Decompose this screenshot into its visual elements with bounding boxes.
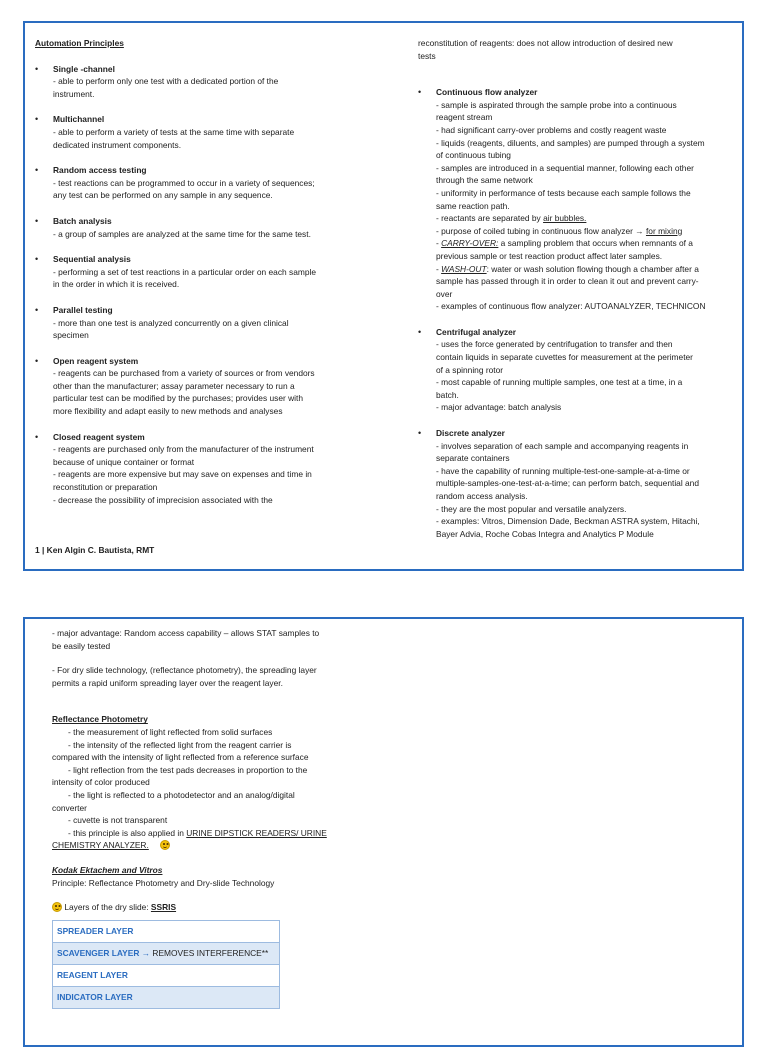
principles-list — [35, 63, 375, 507]
bullet-icon: • — [418, 326, 422, 337]
smiley-icon — [52, 902, 62, 912]
item-title: Random access testing — [53, 165, 147, 176]
bullet-icon: • — [35, 114, 39, 125]
item-title: Single -channel — [53, 63, 115, 74]
list-item: • Parallel testing - more than one test is analyzed concurrently on a given clinical specimen — [35, 304, 375, 342]
list-item-centrifugal: • Centrifugal analyzer - uses the force generated by centrifugation to transfer and then contain liquids in separate cuvettes for measurement at the perimeter of a spinning rotor - most capable of running multiple samples, one test at a time, in a batch. - major advantage: batch analysis — [418, 326, 693, 413]
item-title: Parallel testing — [53, 304, 113, 315]
list-item: • Closed reagent system - reagents are purchased only from the manufacturer of the instrument because of unique container or format - reagents are more expensive but may save on expenses and time in reconstitution or preparation - decrease the possibility of imprecision associated with the — [35, 431, 375, 507]
page-footer: 1 | Ken Algin C. Bautista, RMT — [35, 545, 155, 555]
reflectance-lines: - the measurement of light reflected from solid surfaces - the intensity of the reflected light from the reagent carrier is compared with the intensity of light reflected from a reference surface - light reflection from the test pads decreases in proportion to the intensity of color produced - the light is reflected to a photodetector and an analog/digital converter - cuvette is not transparent — [52, 726, 309, 826]
list-item: • Sequential analysis - performing a set of test reactions in a particular order on each sample in the order in which it is received. — [35, 253, 375, 291]
bullet-icon: • — [418, 87, 422, 98]
document-page-1 — [23, 21, 744, 571]
bullet-icon: • — [35, 355, 39, 366]
right-column — [418, 37, 736, 553]
advantage-text: - major advantage: Random access capability – allows STAT samples to be easily tested — [52, 628, 320, 651]
table-row: INDICATOR LAYER — [53, 986, 280, 1008]
item-title: Sequential analysis — [53, 254, 131, 265]
kodak-heading: Kodak Ektachem and Vitros — [52, 864, 163, 875]
table-row: SCAVENGER LAYER → REMOVES INTERFERENCE** — [53, 942, 280, 964]
list-item: • Batch analysis - a group of samples are analyzed at the same time for the same test. — [35, 215, 375, 240]
continuation-text: reconstitution of reagents: does not allow introduction of desired new tests — [418, 38, 673, 61]
page-2-column: - major advantage: Random access capability – allows STAT samples to be easily tested - For dry slide technology, (reflectance photometry), the spreading layer permits a rapid uniform spreading layer over the reagent layer. Reflectance Photometry - the measurement of light reflected from solid surfaces - the intensity of the reflected light from the reagent carrier is compared with the intensity of light reflected from a reference surface - light reflection from the test pads decreases in proportion to the intensity of color produced - the light is reflected to a photodetector and an analog/digital converter - cuvette is not transparent - this principle is also applied in URINE DIPSTICK READERS/ URINE CHEMISTRY ANALYZER. Kodak Ektachem and Vitros Principle: Reflectance Photometry and Dry-slide Technology Layers of the dry slide: SSRIS SPREADER LAYER SCAVENGER LAYER → REMOVES INTERFERENCE** REAGENT LAYER INDICATOR LAYER — [52, 627, 372, 1009]
item-title: Open reagent system — [53, 355, 139, 366]
list-item: • Single -channel - able to perform only one test with a dedicated portion of the instrument. — [35, 63, 375, 101]
table-row: REAGENT LAYER — [53, 964, 280, 986]
smiley-icon — [160, 840, 170, 850]
item-title: Batch analysis — [53, 215, 112, 226]
bullet-icon: • — [35, 165, 39, 176]
dry-slide-text: - For dry slide technology, (reflectance photometry), the spreading layer permits a rapid uniform spreading layer over the reagent layer. — [52, 665, 317, 688]
bullet-icon: • — [35, 254, 39, 265]
document-page-2 — [23, 617, 744, 1047]
principle-text: Principle: Reflectance Photometry and Dry-slide Technology — [52, 877, 275, 888]
bullet-icon: • — [418, 428, 422, 439]
layers-caption: Layers of the dry slide: SSRIS — [52, 901, 372, 914]
list-item: • Random access testing - test reactions can be programmed to occur in a variety of sequences; any test can be performed on any sample in any sequence. — [35, 164, 375, 202]
bullet-icon: • — [35, 63, 39, 74]
item-title: Multichannel — [53, 114, 105, 125]
list-item-continuous-flow: • Continuous flow analyzer - sample is aspirated through the sample probe into a continuous reagent stream - had significant carry-over problems and costly reagent waste - liquids (reagents, diluents, and samples) are pumped through a system of continuous tubing - samples are introduced in a sequential manner, following each other through the same network - uniformity in performance of tests because each sample follows the same reaction path. - reactants are separated by air bubbles. - purpose of coiled tubing in continuous flow analyzer → for mixing - CARRY-OVER: a sampling problem that occurs when remnants of a previous sample or test reaction product affect later samples. - WASH-OUT: water or wash solution flowing though a chamber after a sample has passed through it in order to clean it out and prevent carry- over - examples of continuous flow analyzer: AUTOANALYZER, TECHNICON — [418, 87, 706, 312]
list-item-discrete: • Discrete analyzer - involves separation of each sample and accompanying reagents in separate containers - have the capability of running multiple-test-one-sample-at-a-time or multiple-samples-one-test-at-a-time; can perform batch, sequential and random access analysis. - they are the most popular and versatile analyzers. - examples: Vitros, Dimension Dade, Beckman ASTRA system, Hitachi, Bayer Advia, Roche Cobas Integra and Analytics P Module — [418, 428, 700, 539]
left-column — [35, 37, 375, 519]
list-item: • Multichannel - able to perform a variety of tests at the same time with separate dedicated instrument components. — [35, 113, 375, 151]
item-title: Closed reagent system — [53, 431, 145, 442]
bullet-icon: • — [35, 215, 39, 226]
reflectance-heading: Reflectance Photometry — [52, 714, 148, 725]
bullet-icon: • — [35, 304, 39, 315]
section-heading: Automation Principles — [35, 38, 124, 48]
list-item: • Open reagent system - reagents can be purchased from a variety of sources or from vendors other than the manufacturer; assay parameter necessary to run a particular test can be modified by the purchases; provides user with more flexibility and adapt easily to new methods and analyses — [35, 355, 375, 418]
bullet-icon: • — [35, 431, 39, 442]
dry-slide-layers-table — [52, 920, 280, 1009]
table-row: SPREADER LAYER — [53, 920, 280, 942]
